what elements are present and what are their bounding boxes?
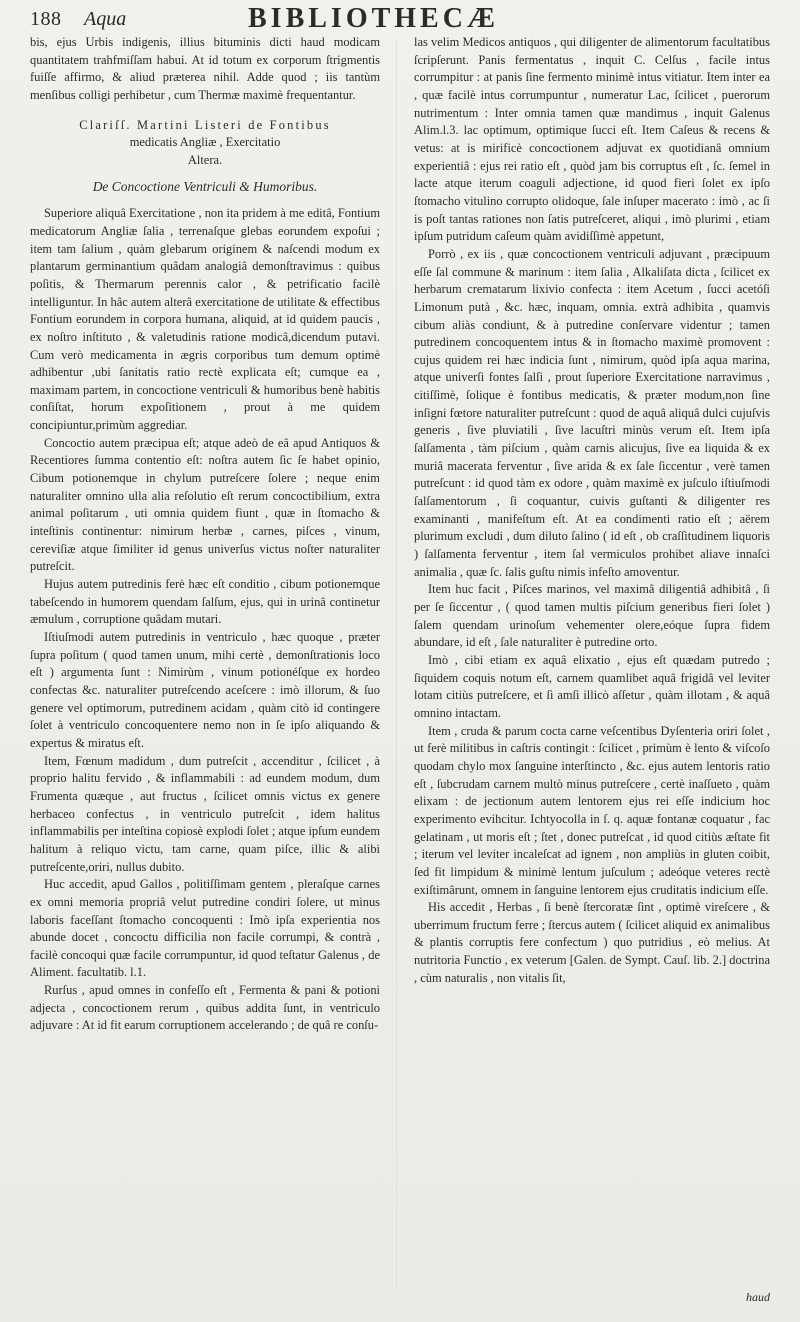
section-subheading: De Concoctione Ventriculi & Humoribus.	[92, 178, 318, 194]
paragraph: Item, Fœnum madidum , dum putreſcit , accenditur , ſcilicet , à proprio halitu fervido , & inflammabili : ad eundem modum, dum Frumenta quæque , aut fructus , ſcilicet omnis victus ex genere herbaceo confectus , in ventriculo putreſcit , idem halitus inflammabilis per inteſtina copiosè explodi ſolet ; atque ipſum eundem halitum à reliquo victu, tam carne, quam piſce, illic & alibi putreſcente,oriri, nullus dubito.	[30, 753, 380, 874]
paragraph: Porrò , ex iis , quæ concoctionem ventriculi adjuvant , præcipuum eſſe ſal commune & marinum : item ſalia , Alkaliſata dicta , ſcilicet ex herbarum crematarum lixivio confecta : item Acetum , ſucci acetóſi Limonum putà , &c. hæc, inquam, omnia. extrà adhibita , quamvis cibum aliàs condiunt, & à putredine conſervare videntur ; tamen putredinem concoquentem intus & in ſtomacho maximè promovent : cujus quidem rei hæc indicia ſunt , nimirum, quòd ipſa aqua marina, atque univerſi fontes ſalſi , prout ſuperiore Exercitatione narravimus , citiſſimè, ſolique è fontibus medicatis, & præter modum,non ſine inſigni fœtore naturaliter putreſcunt : quod de aquâ aliquâ dulci cujuſvis generis , ſive pluviatili , ſive lacuſtri minùs verum eſt. Item ipſa ſalſamenta , tàm piſcium , quàm carnis alicujus, ſive ea liquida & ex muriâ macerata ferventur , ſive arida & ex ſale ſiccentur , verè tamen putreſcunt : id quod tàm ex odore , quàm maximè ex juſculo iſtiuſmodi ſalſamentorum , ſi coquantur, cuivis guſtanti & diligenter res examinanti , manifeſtum eſt. At ea condimenti ratio eſt ; aërem plurimum excludi , dum diluto ſalino ( id eſt , ob craſſitudinem liquoris ) ſalſamenta ferventur , item ſal vermiculos prohibet aliave innaſci animalia , quæ ſc. ſalis guſtu nimis infeſto amoventur.	[414, 246, 770, 579]
paragraph: Item , cruda & parum cocta carne veſcentibus Dyſenteria oriri ſolet , ut ferè militibus in caſtris contingit : ſcilicet , primùm è lento & viſcoſo quodam chylo mox ſanguine interſtincto , &c. ejus autem lentoris ratio eſt , ſubcrudam carnem multò minus putreſcere , certè inaſſueto , quàm elixam : de jectionum autem lentorem ejus rei eſſe indicium hoc experimento evihcitur. Ichtyocolla in ſ. q. aquæ fontanæ coquatur , fac gelatinam , ut moris eſt ; ſtet , donec putreſcat , id quod citiùs æſtate fit ; iterum vel leviter incaleſcat ad ignem , non ampliùs in gluten coibit, ſed fit limpidum & minimè lentum juſculum ; adeóque veteres rectè exiſtimârunt, omnem in ſanguine lentorem ejus cruditatis indicium eſſe.	[414, 723, 770, 897]
paragraph: bis, ejus Urbis indigenis, illius bituminis dicti haud modicam quantitatem trahfmiſſam habui. At id totum ex corporum ſtrigmentis fuiſſe affirmo, & aliud præterea nihil. Adde quod ; iis tantùm menſibus colligi perhibetur , cum Thermæ maximè frequentantur.	[30, 35, 380, 102]
right-column	[414, 34, 770, 987]
paragraph: His accedit , Herbas , ſi benè ſtercoratæ ſint , optimè vireſcere , & uberrimum fructum ferre ; ſtercus autem ( ſcilicet aliquid ex animalibus & plantis corruptis fere confectum ) quo putridius , eò melius. At nutritoria Functio , ex veterum [Galen. de Sympt. Cauſ. lib. 2.] doctrina , cùm naturalis , non vitalis ſit,	[414, 900, 770, 985]
paragraph: Imò , cibi etiam ex aquâ elixatio , ejus eſt quædam putredo ; ſiquidem coquis notum eſt, carnem quamlibet aquâ frigidâ vel leviter lotam citiùs putreſcere, et ſi amſi illicò aſſetur , quàm illotam , & aquâ omnino intactam.	[414, 652, 770, 720]
paragraph: Hujus autem putredinis ferè hæc eſt conditio , cibum potionemque tabeſcendo in humorem quendam ſalſum, ejus, qui in urinâ continetur æmulum , corruptione quâdam mutari.	[30, 577, 380, 627]
paragraph: Rurſus , apud omnes in confeſſo eſt , Fermenta & pani & potioni adjecta , concoctionem rerum , quibus addita ſunt, in ventriculo adjuvare : At id fit earum corruptionem accelerando ; de quâ re conſu-	[30, 983, 380, 1033]
section-heading: Clariſſ. Martini Listeri de Fontibus	[79, 117, 331, 132]
paragraph: Iſtiuſmodi autem putredinis in ventriculo , hæc quoque , præter ſupra poſitum ( quod tamen unum, mihi certè , demonſtrationis loco eſt ) argumenta ſunt : Nimirùm , vinum potionéſque ex hordeo confectas &c. naturaliter putreſcendo aceſcere : imò illorum, & ſuo genere vel optimorum, putredinem acidam , quàm citò id contingere ſolet à ventriculo concoquentere nemo non in ſe ipſo aliquando & expertus & miratus eſt.	[30, 630, 380, 750]
running-head: Aqua	[84, 8, 127, 30]
section-heading-line-3: Altera.	[187, 152, 223, 167]
column-gutter	[396, 40, 397, 1290]
section-heading-line-2: medicatis Angliæ , Exercitatio	[129, 135, 281, 150]
left-column	[30, 34, 380, 1035]
paragraph: Concoctio autem præcipua eſt; atque adeò de eâ apud Antiquos & Recentiores ſumma contentio eſt: noſtra autem ſic ſe habet opinio, Cibum potionemque in chylum putreſcere ſolere ; neque enim naturaliter omnino ulla alia reſolutio eſt rerum concoctibilium, extra animal poſitarum , uti omnia quidem fiunt , quæ in ſtomacho & inteſtinis continentur: nimirum herbæ , carnes, piſces , vinum, cereviſiæ atque ſimiliter id genus univerſus victus noſter naturaliter putreſcit.	[30, 435, 380, 574]
running-title: BIBLIOTHECÆ	[248, 3, 499, 34]
page-number: 188	[30, 8, 62, 30]
page-header	[0, 0, 800, 34]
catchword: haud	[746, 1290, 770, 1304]
paragraph: Superiore aliquâ Exercitatione , non ita pridem à me editâ, Fontium medicatorum Angliæ ſalia , terrenaſque glebas eorundem expoſui ; item tam ſalium , quàm glebarum originem & naſcendi modum ex plantarum germinantium quâdam analogiâ demonſtravimus : quibus poſitis, & Thermarum perennis calor , & petrificatio facilè intelliguntur. In hâc autem alterâ exercitatione de utilitate & effectibus Fontium eorundem in corpora humana, aliquid, at id quidem paucis , ex noſtro inſtituto , & valetudinis ratione modicâ,dicendum putavi. Cum verò medicamenta in ægris corporibus tum demum optimè adhibentur ,ubi ſanitatis ratio rectè explicata eſt; cumque ea , maximam partem, in concoctione ventriculi & humoribus benè habitis conſiſtat, horum expoſitionem , prout à me quidem concipiuntur,primùm aggrediar.	[30, 206, 380, 433]
paragraph: Huc accedit, apud Gallos , politiſſimam gentem , pleraſque carnes ex omni memoria propriâ velut putredine condiri ſolere, ut minus laboris faceſſant ſtomacho concoquenti : Imò ipſa experientia nos abunde docet , concoctu difficilia non facile corrumpi, & contrà , facilè concoqui quæ facile corrumpuntur, id quod teſtatur Galenus , de Aliment. facultatib. l.1.	[30, 877, 380, 980]
paragraph: las velim Medicos antiquos , qui diligenter de alimentorum facultatibus ſcripſerunt. Panis fermentatus , inquit C. Celſus , facile intus corrumpitur : at panis ſine fermento minimè intus vitiatur. Item inter ea , quæ facilè intus corrumpuntur , numeratur Lac, ſcilicet , puerorum nutrimentum : Inter omnia tamen quæ mandimus , inquit Galenus Alim.l.3. lac optimum, optimique ſucci eſt. Item Caſeus & recens & vetus: at is mirificè concoctionem adjuvat ex quotidianâ omnium experientiâ : ejus rei ratio eſt , quòd jam bis corruptus eſt , ſc. ſemel in lacte atque iterum coaguli adjectione, id quod fieri ſolet ex ipſo ſtomacho vitulino corrupto olidoque, ſale inſuper macerato : imò , ac ſi is poſt tantas rationes non ſatis putreſceret, aliqui , imò plurimi , etiam ipſum putridum caſeum quàm avidiſſimè appetunt,	[414, 35, 770, 244]
paragraph: Item huc facit , Piſces marinos, vel maximâ diligentiâ adhibitâ , ſi per ſe ſiccentur , ( quod tamen multis piſcium generibus fieri ſolet ) ſalem quendam urinoſum vehementer olere,eóque ſupra fidem abundare, id eſt , ſale naturaliter è putredine orto.	[414, 582, 770, 650]
